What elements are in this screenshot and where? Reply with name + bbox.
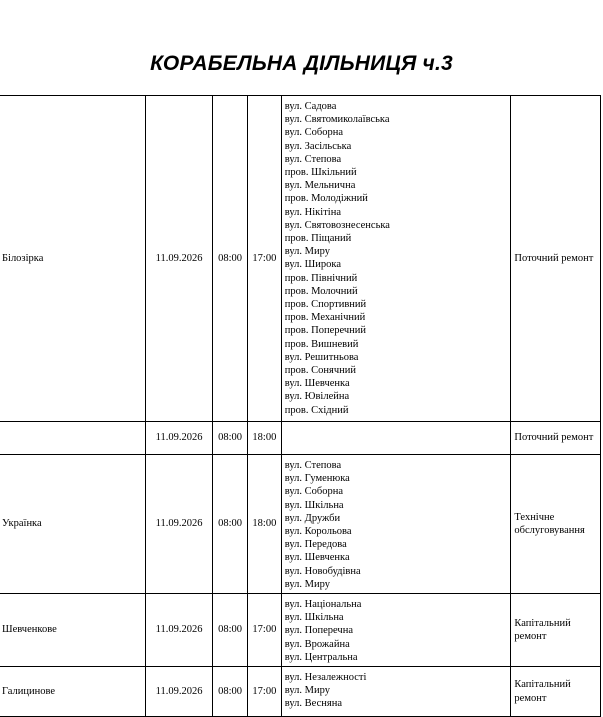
date-cell: 11.09.2026 [145,667,212,717]
street-item: пров. Вишневий [284,338,359,350]
street-item: пров. Сонячний [284,365,356,377]
street-item: вул. Соборна [284,486,344,498]
start-time-cell: 08:00 [213,96,248,422]
settlement-cell: Білозірка [0,96,145,422]
street-item: пров. Молодіжний [284,193,368,205]
street-item: вул. Миру [284,685,330,697]
street-item: вул. Степова [284,460,342,471]
street-item: пров. Поперечний [284,325,367,337]
street-item: пров. Піщаний [284,233,352,245]
start-time-cell: 08:00 [213,667,248,717]
street-item: вул. Шевченка [284,378,350,390]
street-item: вул. Врожайна [284,638,350,650]
settlement-cell: Шевченкове [0,594,145,667]
work-type-cell: Технічне обслуговування [511,455,601,594]
street-item: вул. Корольова [284,526,352,538]
street-item: вул. Нікітіна [284,206,341,218]
date-cell: 11.09.2026 [145,455,212,594]
streets-cell [281,422,511,455]
work-type-cell: Поточний ремонт [511,422,601,455]
street-item: вул. Святовознесенська [284,219,390,231]
street-item: вул. Передова [284,539,347,551]
end-time-cell: 17:00 [247,594,281,667]
end-time-cell: 18:00 [247,422,281,455]
street-item: вул. Мельнична [284,180,356,192]
page-title: КОРАБЕЛЬНА ДІЛЬНИЦЯ ч.3 [150,52,453,75]
table-row [0,594,601,667]
street-item: пров. Механічний [284,312,366,324]
date-cell: 11.09.2026 [145,594,212,667]
streets-cell [281,96,511,422]
street-item: вул. Центральна [284,651,358,663]
end-time-cell: 18:00 [247,455,281,594]
street-item: вул. Ювілейна [284,391,350,403]
table-row [0,422,601,455]
streets-cell [281,455,511,594]
street-item: вул. Широка [284,259,341,271]
settlement-cell: Галицинове [0,667,145,717]
street-item: вул. Миру [284,578,330,590]
street-item: вул. Святомиколаївська [284,114,390,126]
work-type-cell: Капітальний ремонт [511,594,601,667]
work-type-cell: Капітальний ремонт [511,667,601,717]
streets-cell [281,594,511,667]
street-item: вул. Поперечна [284,625,353,637]
street-item: вул. Національна [284,599,362,611]
street-item: вул. Степова [284,153,342,165]
start-time-cell: 08:00 [213,455,248,594]
street-item: вул. Весняна [284,698,342,710]
street-item: вул. Шкільна [284,612,344,624]
table-row [0,455,601,594]
street-item: пров. Східний [284,404,349,416]
street-item: пров. Північний [284,272,358,284]
start-time-cell: 08:00 [213,422,248,455]
street-item: вул. Дружби [284,512,341,524]
date-cell: 11.09.2026 [145,96,212,422]
street-item: вул. Соборна [284,127,344,139]
street-item: вул. Решитньова [284,351,359,363]
work-type-cell: Поточний ремонт [511,96,601,422]
street-item: вул. Миру [284,246,330,258]
street-item: вул. Незалежності [284,672,367,684]
street-item: вул. Засільська [284,140,352,152]
street-item: вул. Новобудівна [284,565,361,577]
date-cell: 11.09.2026 [145,422,212,455]
streets-cell [281,667,511,717]
street-item: пров. Молочний [284,285,358,297]
street-item: вул. Гуменюка [284,473,350,485]
start-time-cell: 08:00 [213,594,248,667]
end-time-cell: 17:00 [247,96,281,422]
street-item: пров. Спортивний [284,299,367,311]
outage-schedule-table [0,95,601,717]
settlement-cell [0,422,145,455]
street-item: пров. Шкільний [284,167,357,179]
street-item: вул. Садова [284,101,337,112]
table-row [0,667,601,717]
end-time-cell: 17:00 [247,667,281,717]
settlement-cell: Українка [0,455,145,594]
table-row [0,96,601,422]
street-item: вул. Шкільна [284,499,344,511]
street-item: вул. Шевченка [284,552,350,564]
